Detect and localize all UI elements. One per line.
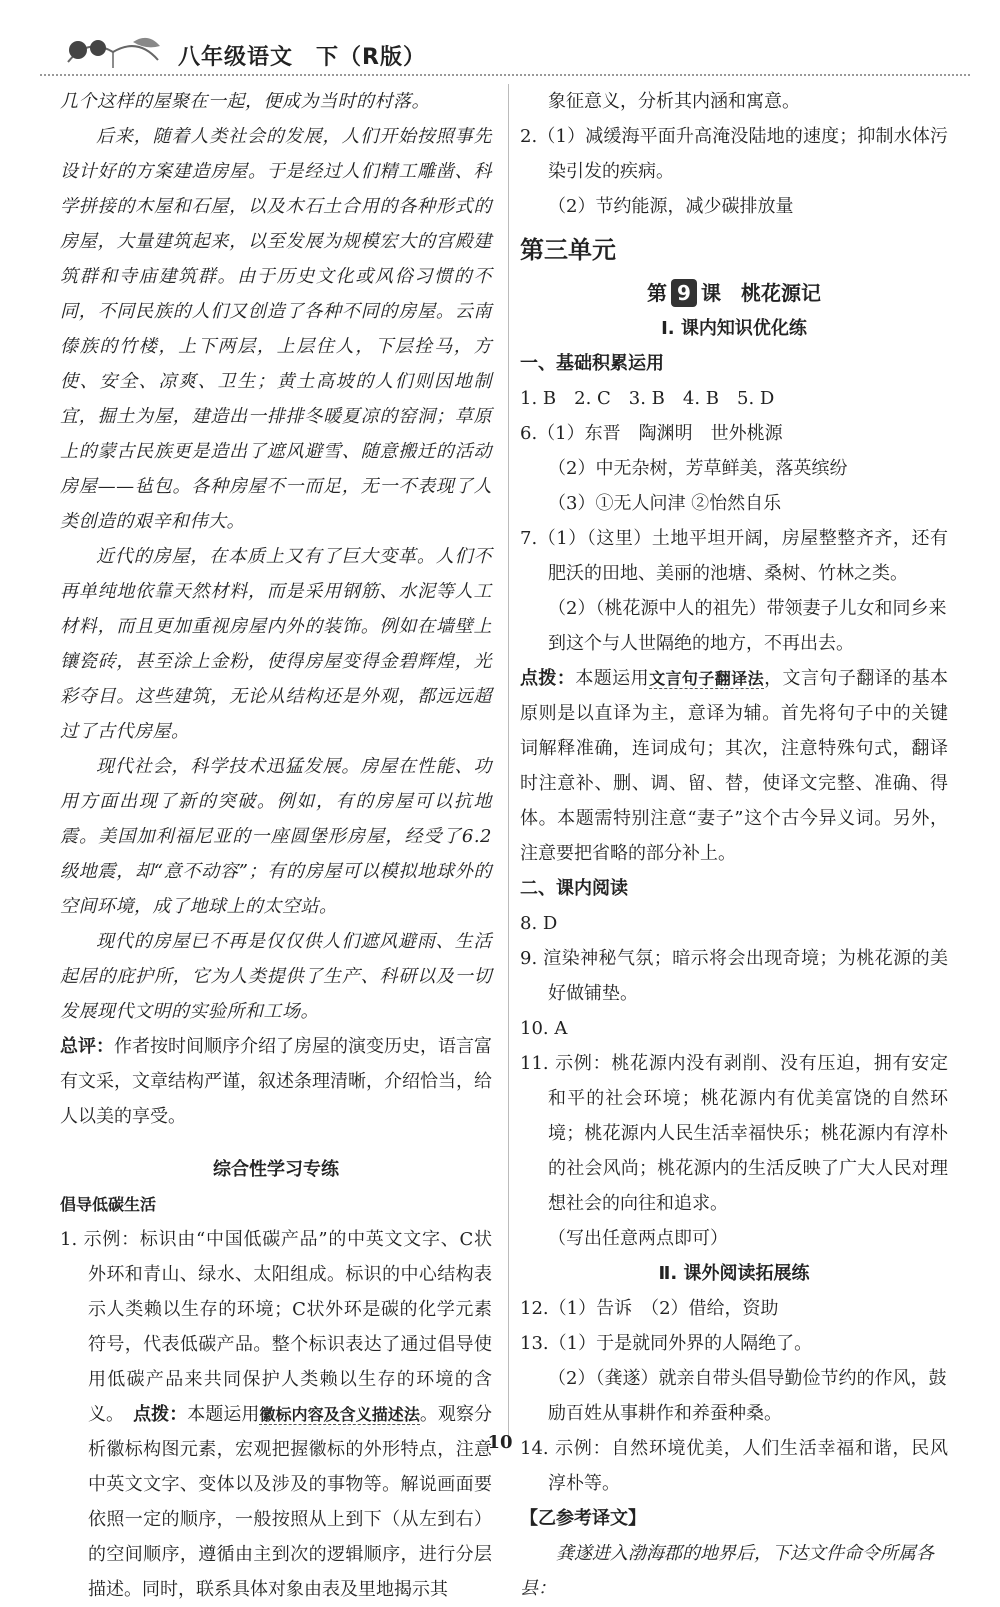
header-divider — [40, 74, 970, 76]
essay-passage — [60, 84, 492, 1029]
lesson-prefix: 第 — [647, 281, 667, 305]
lesson-name: 课 桃花源记 — [701, 281, 821, 305]
lesson-number: 9 — [671, 279, 697, 307]
answer-note: （写出任意两点即可） — [548, 1228, 728, 1249]
essay-paragraph: 现代社会，科学技术迅猛发展。房屋在性能、功用方面出现了新的突破。例如，有的房屋可以抗地震。美国加利福尼亚的一座圆堡形房屋，经受了6.2级地震，却“意不动容”；有的房屋可以模拟地球外的空间环境，成了地球上的太空站。 — [60, 756, 492, 917]
answer-item: 9. 渲染神秘气氛；暗示将会出现奇境；为桃花源的美好做铺垫。 — [520, 948, 948, 1004]
answer-item: （2）（桃花源中人的祖先）带领妻子儿女和同乡来到这个与人世隔绝的地方，不再出去。 — [548, 598, 947, 654]
answer-text: 1. 示例：标识由“中国低碳产品”的中英文文字、C状外环和青山、绿水、太阳组成。标识的中心结构表示人类赖以生存的环境；C状外环是碳的化学元素符号，代表低碳产品。整个标识表达了通过倡导使用低碳产品来共同保护人类赖以生存的环境的含义。 — [60, 1229, 492, 1425]
answer-item: 13.（1）于是就同外界的人隔绝了。 — [520, 1333, 813, 1354]
unit-title: 第三单元 — [520, 236, 616, 264]
answer-item: （2）中无杂树，芳草鲜美，落英缤纷 — [548, 458, 848, 479]
essay-paragraph: 几个这样的屋聚在一起，便成为当时的村落。 — [60, 91, 430, 112]
tip-text: ，文言句子翻译的基本原则是以直译为主，意译为辅。首先将句子中的关键词解释准确，连词成句；其次，注意特殊句式，翻译时注意补、删、调、留、替，使译文完整、准确、得体。本题需特别注意“妻子”这个古今异义词。另外，注意要把省略的部分补上。 — [520, 668, 949, 864]
column-divider — [508, 84, 509, 1439]
sub-heading: 倡导低碳生活 — [60, 1195, 157, 1214]
essay-paragraph: 近代的房屋，在本质上又有了巨大变革。人们不再单纯地依靠天然材料，而是采用钢筋、水泥等人工材料，而且更加重视房屋内外的装饰。例如在墙壁上镶瓷砖，甚至涂上金粉，使得房屋变得金碧辉煌，光彩夺目。这些建筑，无论从结构还是外观，都远远超过了古代房屋。 — [60, 546, 492, 742]
answer-item: 1. B 2. C 3. B 4. B 5. D — [520, 388, 775, 409]
tip-label: 点拨： — [133, 1404, 188, 1425]
book-title: 八年级语文 下（R版） — [178, 45, 426, 70]
answer-item: （3）①无人问津 ②怡然自乐 — [548, 493, 782, 514]
page-header — [40, 32, 970, 76]
answer-item: 6.（1）东晋 陶渊明 世外桃源 — [520, 423, 783, 444]
translation-title: 【乙参考译文】 — [520, 1508, 646, 1529]
section-title: 综合性学习专练 — [213, 1159, 339, 1180]
tip-label: 点拨： — [520, 668, 576, 689]
essay-paragraph: 现代的房屋已不再是仅仅供人们遮风避雨、生活起居的庇护所，它为人类提供了生产、科研以及一切发展现代文明的实验所和工场。 — [60, 931, 492, 1022]
tip-text: 本题运用 — [575, 668, 650, 689]
summary-label: 总评： — [60, 1036, 114, 1057]
part-title: Ⅰ. 课内知识优化练 — [661, 318, 807, 339]
answer-item: 10. A — [520, 1018, 568, 1039]
method-name: 文言句子翻译法 — [649, 669, 765, 688]
method-name: 徽标内容及含义描述法 — [259, 1405, 420, 1424]
lesson-title — [520, 276, 948, 311]
tip-text: 。观察分析徽标构图元素，宏观把握徽标的外形特点，注意中英文文字、变体以及涉及的事物等。解说画面要依照一定的顺序，一般按照从上到下（从左到右）的空间顺序，遵循由主到次的逻辑顺序，进行分层描述。同时，联系具体对象由表及里地揭示其 — [88, 1404, 493, 1600]
part-title: Ⅱ. 课外阅读拓展练 — [658, 1263, 810, 1284]
summary-text: 作者按时间顺序介绍了房屋的演变历史，语言富有文采，文章结构严谨，叙述条理清晰，介绍恰当，给人以美的享受。 — [60, 1036, 492, 1127]
answer-item: 8. D — [520, 913, 558, 934]
answer-item: 14. 示例：自然环境优美，人们生活幸福和谐，民风淳朴等。 — [520, 1438, 948, 1494]
book-logo-icon — [58, 32, 168, 72]
translation-text: 龚遂进入渤海郡的地界后，下达文件命令所属各县： — [520, 1543, 934, 1599]
page-number: 10 — [487, 1432, 513, 1453]
answer-item: 2.（1）减缓海平面升高淹没陆地的速度；抑制水体污染引发的疾病。 — [520, 126, 948, 182]
tip — [520, 661, 948, 871]
answer-item — [60, 1222, 492, 1607]
essay-paragraph: 后来，随着人类社会的发展，人们开始按照事先设计好的方案建造房屋。于是经过人们精工雕凿、科学拼接的木屋和石屋，以及木石土合用的各种形式的房屋，大量建筑起来，以至发展为规模宏大的宫殿建筑群和寺庙建筑群。由于历史文化或风俗习惯的不同，不同民族的人们又创造了各种不同的房屋。云南傣族的竹楼，上下两层，上层住人，下层拴马，方使、安全、凉爽、卫生；黄土高坡的人们则因地制宜，掘土为屋，建造出一排排冬暖夏凉的窑洞；草原上的蒙古民族更是造出了遮风避雪、随意搬迁的活动房屋——毡包。各种房屋不一而足，无一不表现了人类创造的艰辛和伟大。 — [60, 126, 492, 532]
group-title: 一、基础积累运用 — [520, 353, 664, 374]
tip-text: 本题运用 — [187, 1404, 260, 1425]
right-column — [520, 84, 948, 1606]
answer-item: （2）节约能源，减少碳排放量 — [548, 196, 794, 217]
answer-item: 7.（1）（这里）土地平坦开阔，房屋整整齐齐，还有肥沃的田地、美丽的池塘、桑树、竹林之类。 — [520, 528, 948, 584]
answer-item: 12.（1）告诉 （2）借给，资助 — [520, 1298, 779, 1319]
group-title: 二、课内阅读 — [520, 878, 628, 899]
summary — [60, 1029, 492, 1134]
answer-carry: 象征意义，分析其内涵和寓意。 — [548, 91, 800, 112]
left-column — [60, 84, 492, 1607]
answer-item: 11. 示例：桃花源内没有剥削、没有压迫，拥有安定和平的社会环境；桃花源内有优美富饶的自然环境；桃花源内人民生活幸福快乐；桃花源内有淳朴的社会风尚；桃花源内的生活反映了广大人民对理想社会的向往和追求。 — [520, 1053, 948, 1214]
answer-item: （2）（龚遂）就亲自带头倡导勤俭节约的作风，鼓励百姓从事耕作和养蚕种桑。 — [548, 1368, 947, 1424]
